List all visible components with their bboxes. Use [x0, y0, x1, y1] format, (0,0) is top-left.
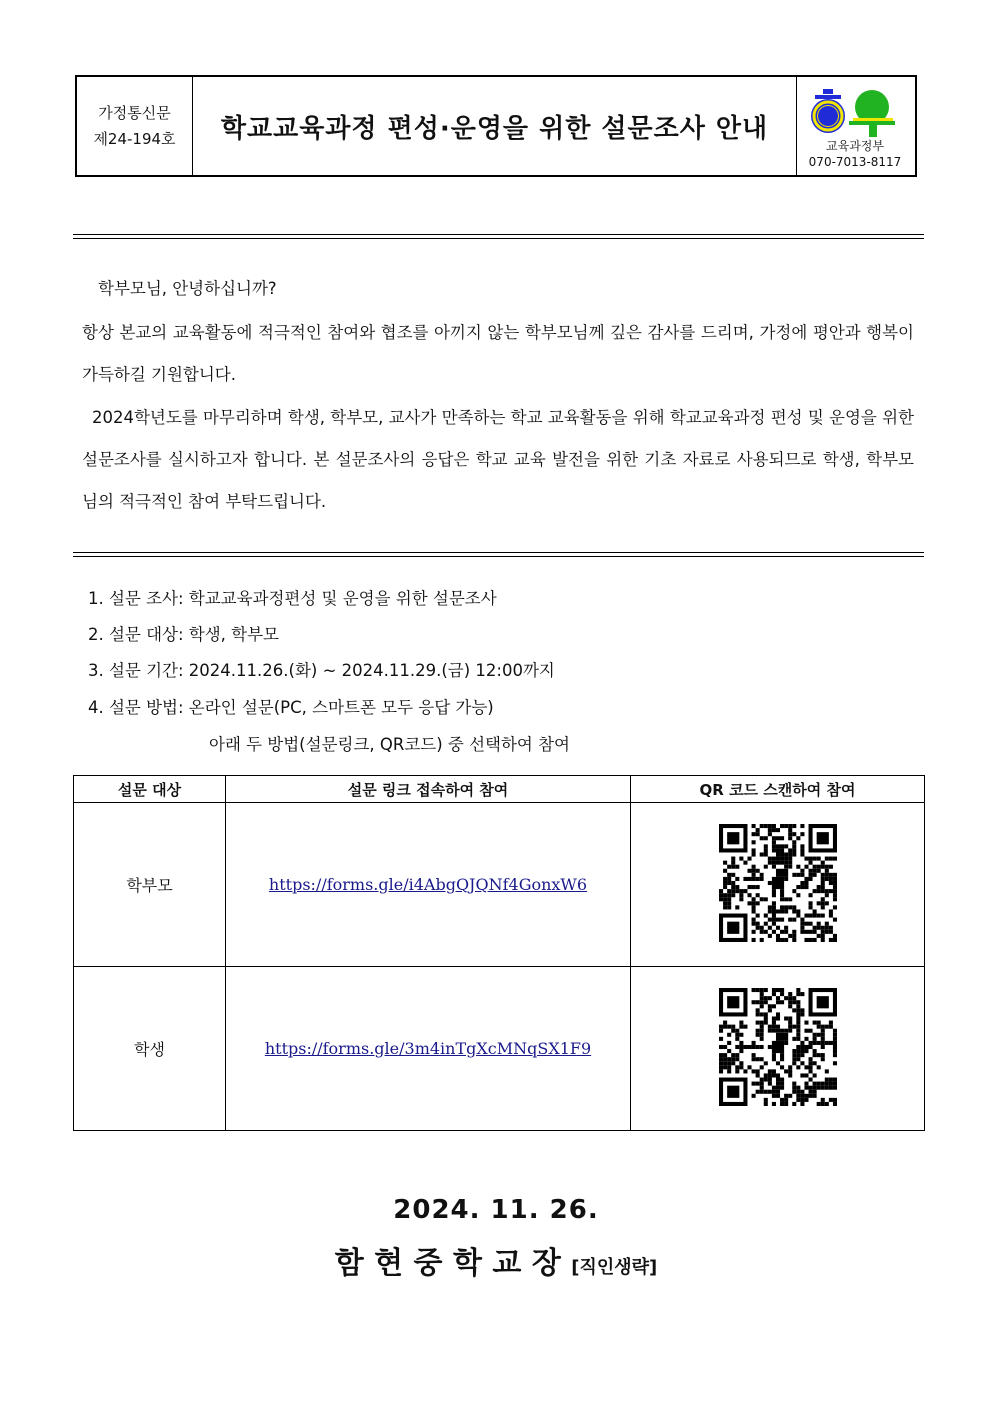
parent-qr-code-icon[interactable]	[719, 824, 837, 942]
signer	[0, 1238, 992, 1282]
doc-info	[77, 77, 193, 175]
item-method-note: 아래 두 방법(설문링크, QR코드) 중 선택하여 참여	[209, 735, 570, 754]
seal-note: [직인생략]	[571, 1257, 658, 1278]
student-survey-link[interactable]: https://forms.gle/3m4inTgXcMNqSX1F9	[264, 1039, 592, 1058]
logo-dept: 교육과정부	[826, 139, 884, 153]
doc-number: 제24-194호	[93, 130, 176, 148]
row-link-cell	[226, 803, 631, 967]
survey-table	[73, 775, 925, 1131]
divider-middle	[73, 552, 924, 557]
doc-type: 가정통신문	[98, 104, 171, 122]
divider-top	[73, 234, 924, 239]
table-header-row	[74, 776, 925, 803]
paragraph-1: 항상 본교의 교육활동에 적극적인 참여와 협조를 아끼지 않는 학부모님께 깊은 감사를 드리며, 가정에 평안과 행복이 가득하길 기원합니다.	[82, 323, 914, 384]
col-header-link: 설문 링크 접속하여 참여	[226, 776, 631, 803]
school-logo	[797, 77, 915, 175]
greeting: 학부모님, 안녕하십니까?	[98, 279, 277, 298]
row-qr-cell	[631, 803, 925, 967]
item-survey-target: 2. 설문 대상: 학생, 학부모	[88, 625, 279, 644]
header-box	[75, 75, 917, 177]
issue-date: 2024. 11. 26.	[393, 1195, 599, 1225]
item-survey-name: 1. 설문 조사: 학교교육과정편성 및 운영을 위한 설문조사	[88, 589, 497, 608]
col-header-target: 설문 대상	[74, 776, 226, 803]
paragraph-2: 2024학년도를 마무리하며 학생, 학부모, 교사가 만족하는 학교 교육활동을 위해 학교교육과정 편성 및 운영을 위한 설문조사를 실시하고자 합니다. 본 설문조사의 응답은 학교 교육 발전을 위한 기초 자료로 사용되므로 학생, 학부모님의 적극적인 참여 부탁드립니다.	[82, 408, 914, 511]
row-target-student: 학생	[74, 967, 226, 1131]
col-header-qr: QR 코드 스캔하여 참여	[631, 776, 925, 803]
item-survey-period: 3. 설문 기간: 2024.11.26.(화) ~ 2024.11.29.(금) 12:00까지	[88, 661, 555, 680]
table-row	[74, 803, 925, 967]
row-link-cell	[226, 967, 631, 1131]
student-qr-code-icon[interactable]	[719, 988, 837, 1106]
signer-name: 함 현 중 학 교 장	[334, 1246, 561, 1281]
row-target-parent: 학부모	[74, 803, 226, 967]
table-row	[74, 967, 925, 1131]
row-qr-cell	[631, 967, 925, 1131]
page-title: 학교교육과정 편성·운영을 위한 설문조사 안내	[193, 77, 797, 175]
logo-phone: 070-7013-8117	[808, 155, 902, 169]
item-survey-method: 4. 설문 방법: 온라인 설문(PC, 스마트폰 모두 응답 가능)	[88, 698, 494, 717]
parent-survey-link[interactable]: https://forms.gle/i4AbgQJQNf4GonxW6	[268, 875, 588, 894]
